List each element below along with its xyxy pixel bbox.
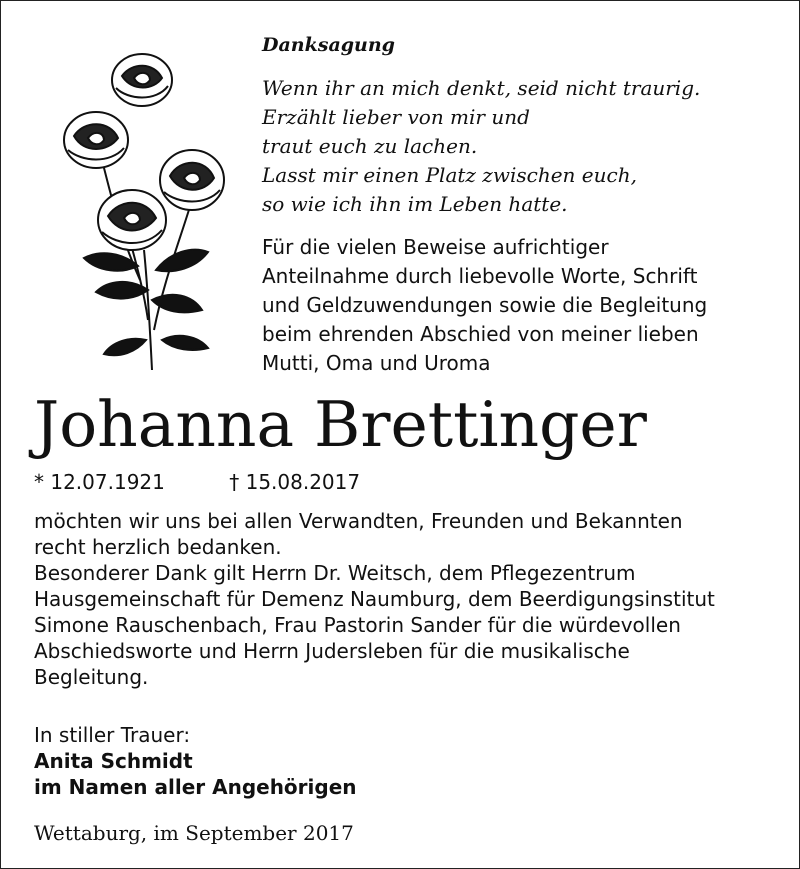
birth-date: * 12.07.1921 bbox=[34, 470, 165, 494]
body-line: Begleitung. bbox=[34, 665, 149, 689]
thanks-line: Mutti, Oma und Uroma bbox=[262, 351, 491, 375]
signature-intro: In stiller Trauer: bbox=[34, 723, 191, 747]
poem-line: Wenn ihr an mich denkt, seid nicht traurig. bbox=[262, 76, 701, 100]
body-line: möchten wir uns bei allen Verwandten, Freunden und Bekannten bbox=[34, 509, 683, 533]
signature-family: im Namen aller Angehörigen bbox=[34, 775, 357, 799]
poem-line: Lasst mir einen Platz zwischen euch, bbox=[262, 163, 637, 187]
notice-title: Danksagung bbox=[262, 34, 395, 56]
body-text bbox=[34, 508, 774, 690]
life-dates bbox=[34, 468, 360, 496]
body-line: Besonderer Dank gilt Herrn Dr. Weitsch, dem Pflegezentrum bbox=[34, 561, 636, 585]
body-line: Abschiedsworte und Herrn Judersleben für die musikalische bbox=[34, 639, 630, 663]
deceased-name: Johanna Brettinger bbox=[34, 388, 647, 461]
body-line: Hausgemeinschaft für Demenz Naumburg, dem Beerdigungsinstitut bbox=[34, 587, 715, 611]
thanks-line: beim ehrenden Abschied von meiner lieben bbox=[262, 322, 699, 346]
thanks-line: und Geldzuwendungen sowie die Begleitung bbox=[262, 293, 708, 317]
header-block bbox=[262, 34, 782, 378]
thanks-intro bbox=[262, 233, 782, 378]
roses-bouquet-illustration bbox=[52, 40, 232, 380]
thanks-line: Anteilnahme durch liebevolle Worte, Schrift bbox=[262, 264, 698, 288]
poem-line: so wie ich ihn im Leben hatte. bbox=[262, 192, 568, 216]
thanks-line: Für die vielen Beweise aufrichtiger bbox=[262, 235, 609, 259]
body-line: Simone Rauschenbach, Frau Pastorin Sander für die würdevollen bbox=[34, 613, 681, 637]
poem-line: traut euch zu lachen. bbox=[262, 134, 478, 158]
poem bbox=[262, 74, 782, 219]
poem-line: Erzählt lieber von mir und bbox=[262, 105, 530, 129]
signature-name: Anita Schmidt bbox=[34, 749, 193, 773]
body-line: recht herzlich bedanken. bbox=[34, 535, 282, 559]
place-and-date: Wettaburg, im September 2017 bbox=[34, 821, 354, 845]
signature-block bbox=[34, 722, 357, 800]
death-date: † 15.08.2017 bbox=[229, 470, 361, 494]
